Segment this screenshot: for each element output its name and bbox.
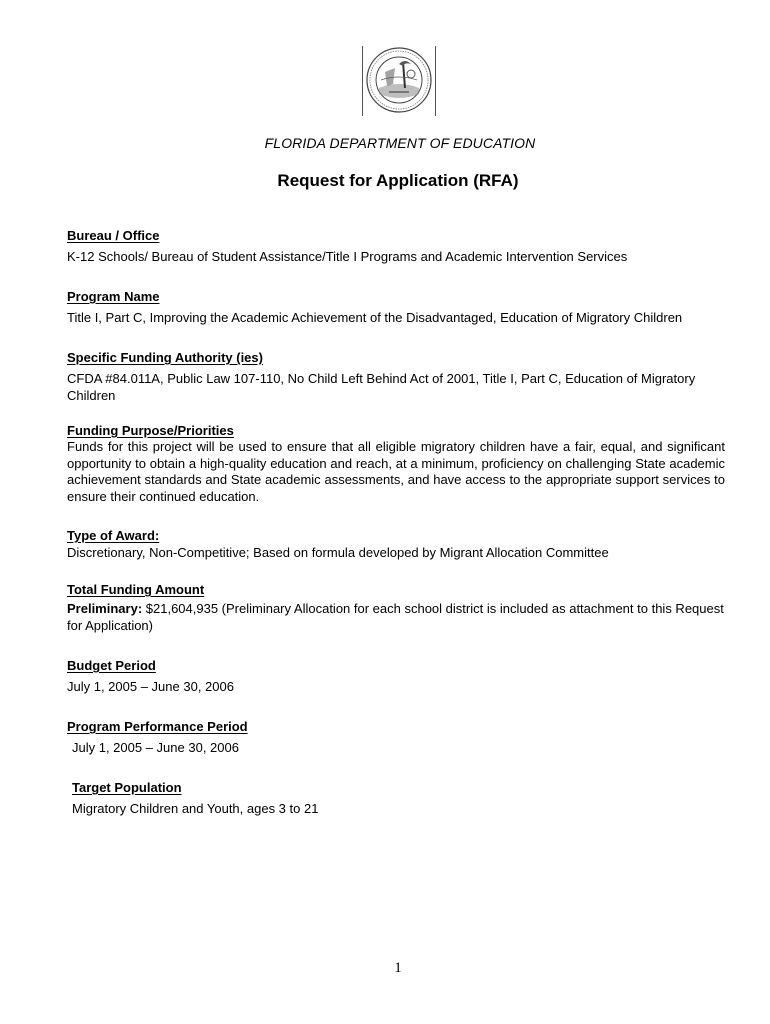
department-name: FLORIDA DEPARTMENT OF EDUCATION (264, 135, 536, 151)
section-text: K-12 Schools/ Bureau of Student Assistance/Title I Programs and Academic Intervention Services (67, 249, 628, 264)
section-heading: Target Population (72, 780, 182, 795)
section-population (67, 779, 725, 817)
section-heading: Budget Period (67, 658, 156, 673)
section-purpose (67, 422, 725, 505)
section-text: Discretionary, Non-Competitive; Based on formula developed by Migrant Allocation Committee (67, 545, 609, 560)
section-bureau (67, 227, 725, 265)
section-program (67, 288, 725, 326)
section-text: July 1, 2005 – June 30, 2006 (72, 740, 239, 755)
section-heading: Program Performance Period (67, 719, 248, 734)
section-text (67, 600, 725, 634)
section-text: CFDA #84.011A, Public Law 107-110, No Child Left Behind Act of 2001, Title I, Part C, Education of Migratory Children (67, 371, 696, 403)
section-text: July 1, 2005 – June 30, 2006 (67, 679, 234, 694)
section-heading: Program Name (67, 289, 160, 304)
section-heading: Type of Award: (67, 528, 160, 543)
funding-label: Preliminary: (67, 601, 143, 616)
funding-amount-text: $21,604,935 (Preliminary Allocation for each school district is included as attachment to this Request for Application) (67, 601, 724, 633)
section-heading: Bureau / Office (67, 228, 160, 243)
state-seal (360, 44, 436, 116)
florida-seal-icon (365, 44, 433, 116)
section-text: Title I, Part C, Improving the Academic Achievement of the Disadvantaged, Education of Migratory Children (67, 310, 683, 325)
section-text: Funds for this project will be used to ensure that all eligible migratory children have a fair, equal, and significant opportunity to obtain a high-quality education and reach, at a minimum, proficiency on challenging State academic achievement standards and State academic assessments, and have access to the appropriate support services to ensure their continued education. (67, 439, 725, 504)
page-title: Request for Application (RFA) (277, 171, 519, 190)
section-heading: Specific Funding Authority (ies) (67, 350, 263, 365)
section-text: Migratory Children and Youth, ages 3 to 21 (72, 801, 319, 816)
section-budget (67, 657, 725, 695)
section-heading: Funding Purpose/Priorities (67, 423, 234, 438)
section-funding (67, 581, 725, 634)
section-heading: Total Funding Amount (67, 582, 205, 597)
section-performance (67, 718, 725, 756)
section-authority (67, 349, 725, 404)
section-award (67, 527, 725, 561)
page-number: 1 (394, 960, 402, 976)
